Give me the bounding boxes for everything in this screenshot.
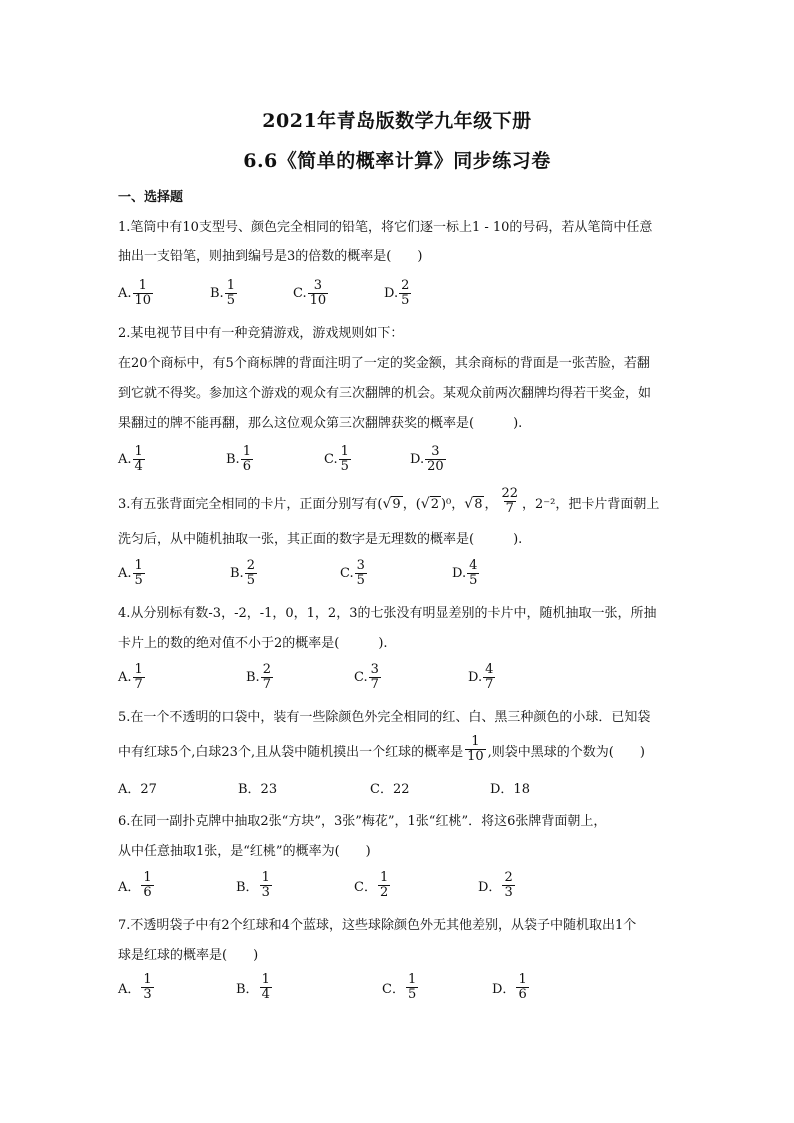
q6-option-d: D． $\frac{2}{3}$ xyxy=(478,869,513,900)
q7-options xyxy=(118,970,718,1004)
q3-option-a: A. $\frac{1}{5}$ xyxy=(118,557,143,588)
q4-text-line2: 卡片上的数的绝对值不小于2的概率是( ). xyxy=(118,636,388,651)
q5-option-d: D．18 xyxy=(490,781,530,797)
q2-option-d: D. $\frac{3}{20}$ xyxy=(410,443,444,474)
q4-options xyxy=(118,660,718,694)
q5-text-line1: 5.在一个不透明的口袋中，装有一些除颜色外完全相同的红、白、黑三种颜色的小球．已知袋 xyxy=(118,710,651,725)
q2-option-b: B. $\frac{1}{6}$ xyxy=(226,443,251,474)
section-heading: 一、选择题 xyxy=(118,190,184,205)
q4-option-d: D. $\frac{4}{7}$ xyxy=(468,661,494,692)
q3-option-d: D. $\frac{4}{5}$ xyxy=(452,557,478,588)
page-subtitle: 6.6《简单的概率计算》同步练习卷 xyxy=(243,150,551,172)
q1-text-line2: 抽出一支铅笔，则抽到编号是3的倍数的概率是( ) xyxy=(118,249,423,264)
q3-text-line1: 3.有五张背面完全相同的卡片，正面分别写有(√9 ，(√2 )⁰，√8 ， $\frac{22}{7}$ ，2⁻²，把卡片背面朝上 xyxy=(118,486,660,516)
q2-text-line4: 果翻过的牌不能再翻，那么这位观众第三次翻牌获奖的概率是( ). xyxy=(118,416,523,431)
q6-options xyxy=(118,868,718,902)
q3-text-line2: 洗匀后，从中随机抽取一张，其正面的数字是无理数的概率是( ). xyxy=(118,532,523,547)
q2-option-c: C. $\frac{1}{5}$ xyxy=(324,443,349,474)
q2-text-line2: 在20个商标中，有5个商标牌的背面注明了一定的奖金额，其余商标的背面是一张苦脸，若翻 xyxy=(118,356,650,371)
q4-option-c: C. $\frac{3}{7}$ xyxy=(354,661,379,692)
q2-text-line1: 2.某电视节目中有一种竞猜游戏，游戏规则如下： xyxy=(118,326,404,341)
q7-text-line1: 7.不透明袋子中有2个红球和4个蓝球，这些球除颜色外无其他差别，从袋子中随机取出1个 xyxy=(118,918,637,933)
q1-option-d: D. $\frac{2}{5}$ xyxy=(384,277,410,308)
q5-text-line2: 中有红球5个,白球23个,且从袋中随机摸出一个红球的概率是 $\frac{1}{10}$ ,则袋中黑球的个数为( ) xyxy=(118,734,645,764)
q3-option-c: C. $\frac{3}{5}$ xyxy=(340,557,365,588)
q5-option-a: A．27 xyxy=(118,781,157,797)
q7-option-b: B． $\frac{1}{4}$ xyxy=(236,971,270,1002)
q6-option-b: B． $\frac{1}{3}$ xyxy=(236,869,270,900)
q5-option-c: C．22 xyxy=(370,781,410,797)
q1-option-c: C. $\frac{3}{10}$ xyxy=(293,277,327,308)
q7-text-line2: 球是红球的概率是( ) xyxy=(118,948,259,963)
q4-option-a: A. $\frac{1}{7}$ xyxy=(118,661,143,692)
q2-option-a: A. $\frac{1}{4}$ xyxy=(118,443,143,474)
q3-option-b: B. $\frac{2}{5}$ xyxy=(230,557,255,588)
q6-option-a: A． $\frac{1}{6}$ xyxy=(118,869,152,900)
q6-text-line1: 6.在同一副扑克牌中抽取2张“方块”，3张”梅花”，1张“红桃”．将这6张牌背面朝上， xyxy=(118,814,607,829)
q2-text-line3: 到它就不得奖。参加这个游戏的观众有三次翻牌的机会。某观众前两次翻牌均得若干奖金，如 xyxy=(118,386,652,401)
q7-option-a: A． $\frac{1}{3}$ xyxy=(118,971,152,1002)
q5-options xyxy=(118,770,718,804)
q6-option-c: C． $\frac{1}{2}$ xyxy=(354,869,389,900)
q1-option-b: B. $\frac{1}{5}$ xyxy=(210,277,235,308)
q5-option-b: B．23 xyxy=(238,781,278,797)
q6-text-line2: 从中任意抽取1张，是“红桃”的概率为( ) xyxy=(118,844,371,859)
q4-text-line1: 4.从分别标有数-3，-2，-1，0，1，2，3的七张没有明显差别的卡片中，随机抽取一张，所抽 xyxy=(118,606,657,621)
page-title: 2021年青岛版数学九年级下册 xyxy=(262,110,532,132)
q2-options xyxy=(118,442,718,476)
q1-options xyxy=(118,276,718,310)
q7-option-d: D． $\frac{1}{6}$ xyxy=(492,971,527,1002)
q7-option-c: C． $\frac{1}{5}$ xyxy=(382,971,417,1002)
q4-option-b: B. $\frac{2}{7}$ xyxy=(246,661,271,692)
q1-option-a: A. $\frac{1}{10}$ xyxy=(118,277,152,308)
q1-text-line1: 1.笔筒中有10支型号、颜色完全相同的铅笔，将它们逐一标上1 - 10的号码，若从笔筒中任意 xyxy=(118,220,653,235)
q3-options xyxy=(118,556,718,590)
